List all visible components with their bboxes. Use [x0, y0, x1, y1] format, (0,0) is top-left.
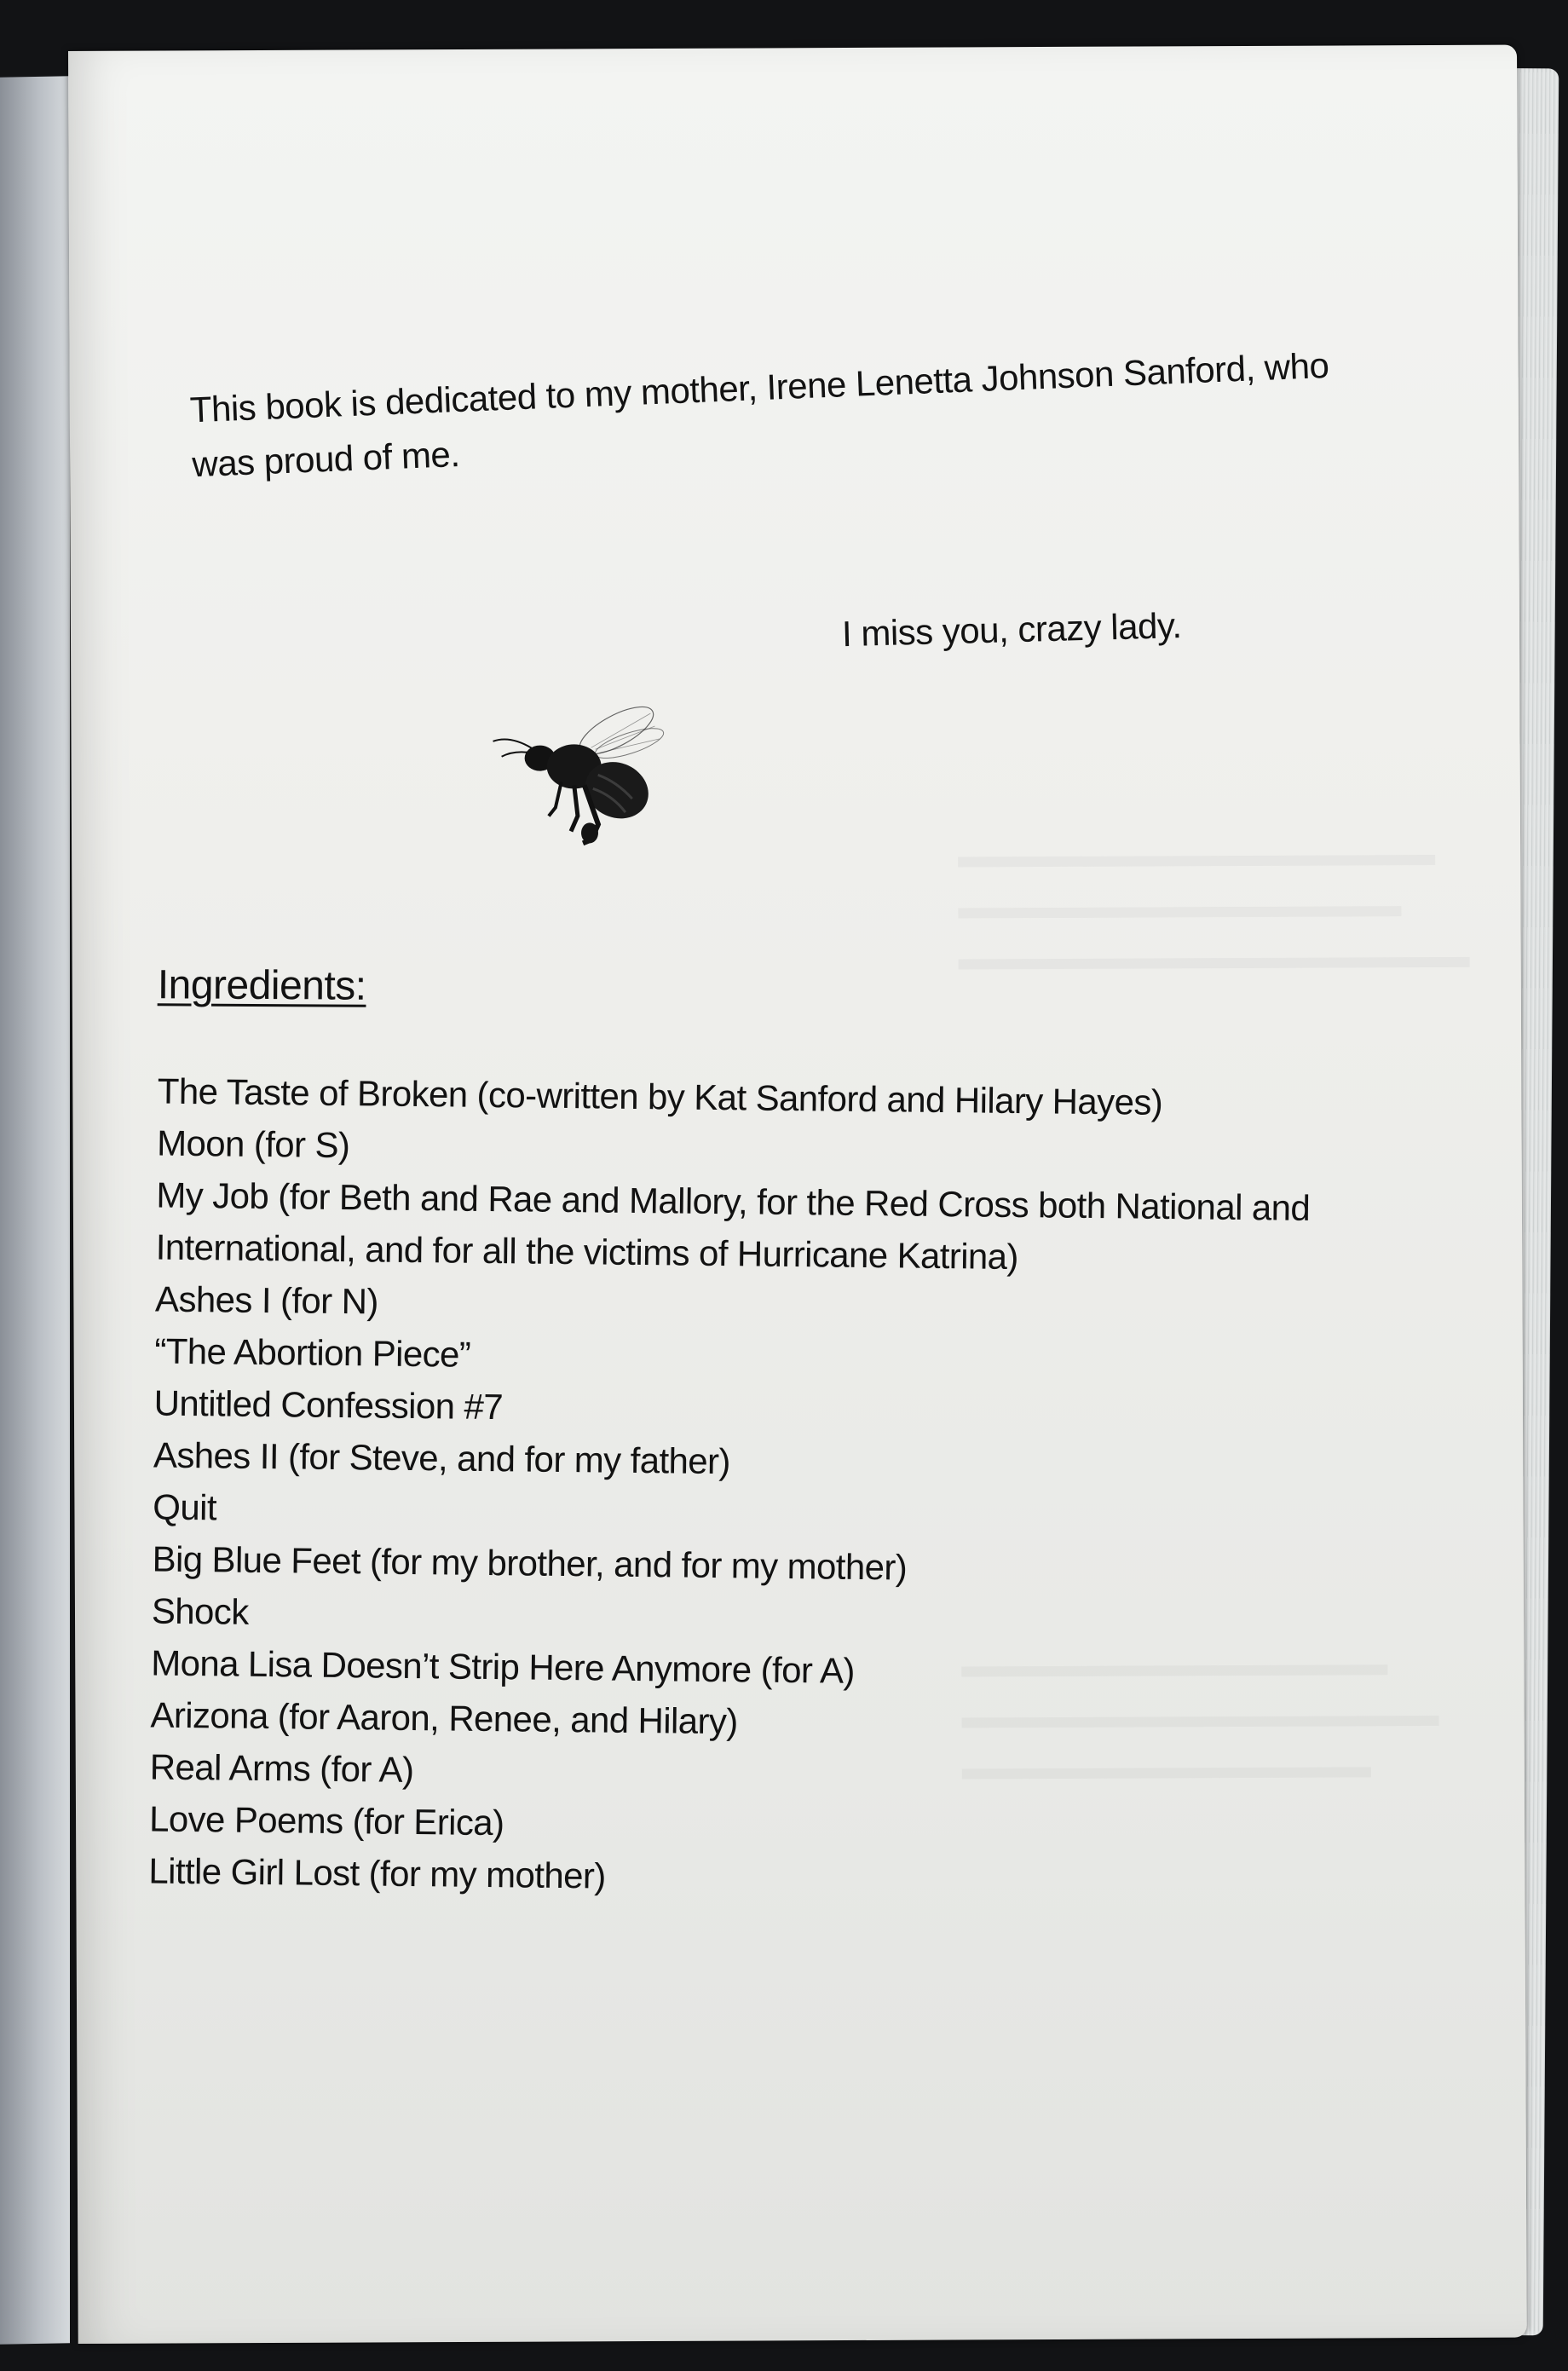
list-item: The Taste of Broken (co-written by Kat Sanford and Hilary Hayes): [157, 1070, 1163, 1122]
show-through-line: [959, 957, 1470, 970]
dedication-line-1: This book is dedicated to my mother, Irene Lenetta Johnson Sanford, who: [189, 344, 1330, 430]
list-item: “The Abortion Piece”: [154, 1330, 471, 1375]
list-item: Shock: [151, 1590, 249, 1632]
list-item: Quit: [153, 1486, 217, 1528]
list-item: Ashes I (for N): [154, 1278, 379, 1322]
list-item: International, and for all the victims of Hurricane Katrina): [155, 1226, 1019, 1278]
show-through-line: [958, 855, 1435, 867]
list-item: Arizona (for Aaron, Renee, and Hilary): [150, 1694, 738, 1742]
facing-page-edge: [0, 76, 70, 2344]
ingredients-heading: Ingredients:: [157, 962, 366, 1009]
book-page: [68, 45, 1527, 2344]
list-item: Little Girl Lost (for my mother): [148, 1850, 606, 1896]
show-through-line: [958, 906, 1401, 918]
list-item: Ashes II (for Steve, and for my father): [153, 1434, 731, 1482]
list-item: My Job (for Beth and Rae and Mallory, for the Red Cross both National and: [156, 1174, 1311, 1228]
list-item: Moon (for S): [156, 1122, 350, 1166]
list-item: Real Arms (for A): [149, 1746, 414, 1791]
list-item: Untitled Confession #7: [153, 1382, 504, 1428]
dedication: [189, 338, 1332, 492]
list-item: Big Blue Feet (for my brother, and for my mother): [152, 1538, 908, 1588]
bee-icon: [488, 696, 694, 868]
ingredients-list: [148, 1065, 1311, 1910]
list-item: Mona Lisa Doesn’t Strip Here Anymore (for A): [150, 1642, 856, 1691]
dedication-line-2: was proud of me.: [191, 433, 461, 485]
dedication-signoff: I miss you, crazy lady.: [841, 605, 1182, 655]
list-item: Love Poems (for Erica): [148, 1798, 504, 1843]
